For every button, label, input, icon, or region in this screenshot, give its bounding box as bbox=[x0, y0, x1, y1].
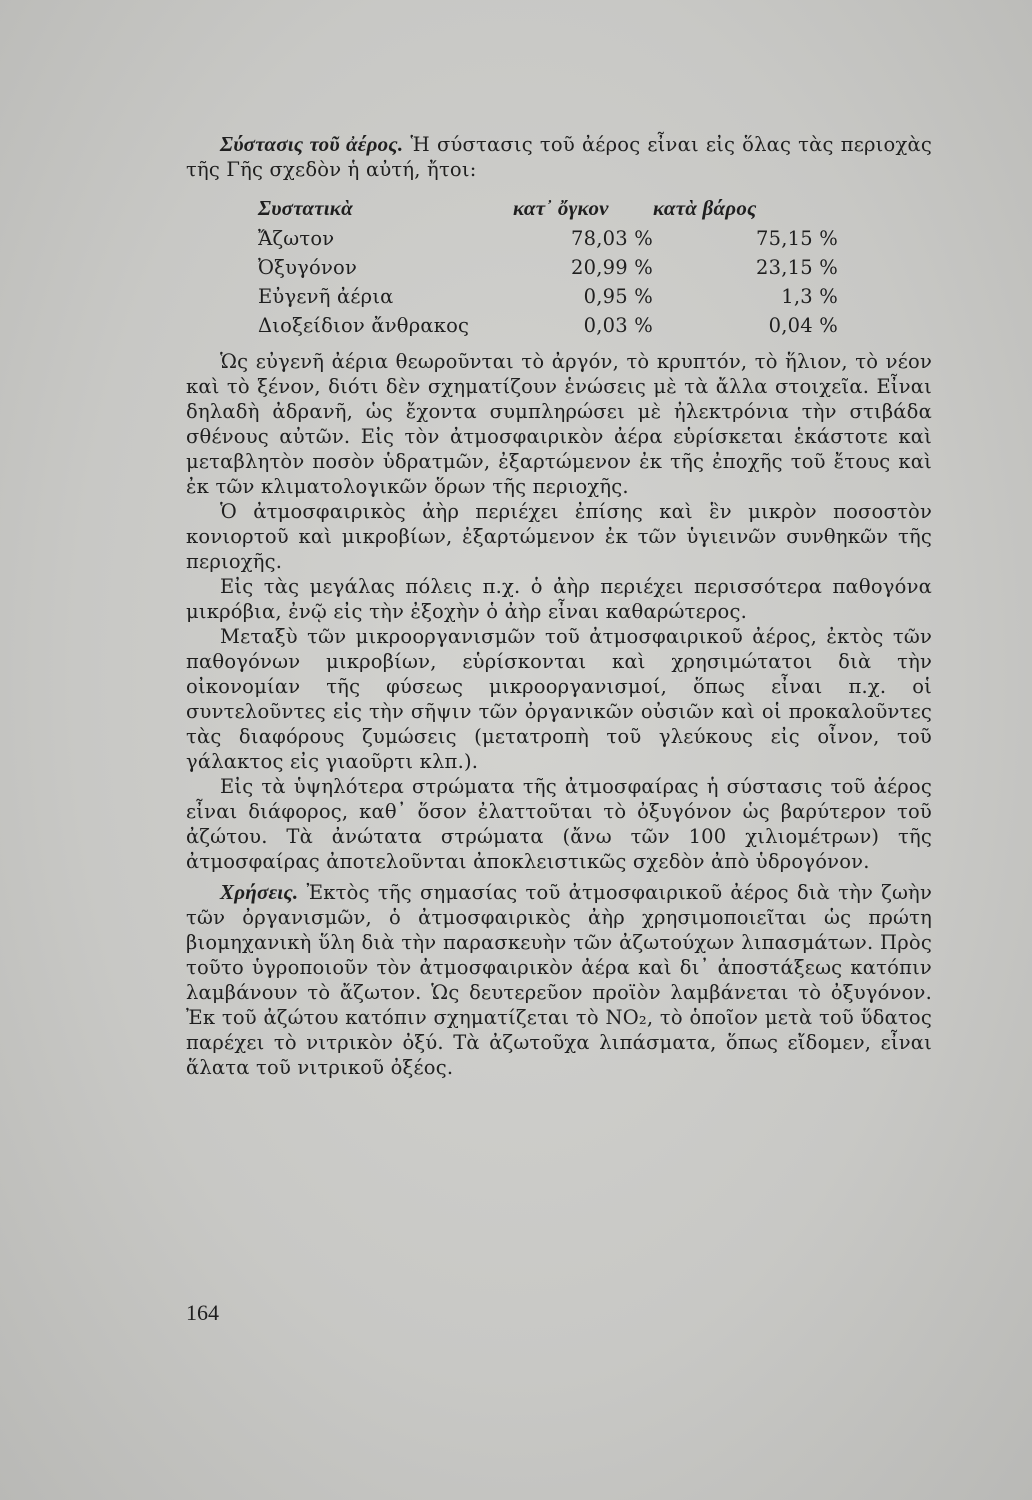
section-heading-uses: Χρήσεις. bbox=[220, 880, 299, 904]
paragraph-upper-atmosphere: Εἰς τὰ ὑψηλότερα στρώματα τῆς ἀτμοσφαίρας ἡ σύστασις τοῦ ἀέρος εἶναι διάφορος, καθ᾽ ὅσον ἐλαττοῦται τὸ ὀξυγόνον ὡς βαρύτερον τοῦ ἀζώτου. Τὰ ἀνώτατα στρώματα (ἄνω τῶν 100 χιλιομέτρων) τῆς ἀτμοσφαίρας ἀποτελοῦνται ἀποκλειστικῶς σχεδὸν ἀπὸ ὑδρογόνον. bbox=[186, 775, 932, 873]
column-header-components: Συστατικὰ bbox=[258, 196, 353, 220]
composition-intro: Ἡ σύστασις τοῦ ἀέρος εἶναι εἰς ὅλας τὰς περιοχὰς τῆς Γῆς σχεδὸν ἡ αὐτή, ἤτοι: bbox=[186, 133, 932, 181]
table-row bbox=[258, 312, 838, 341]
air-composition-table bbox=[258, 196, 838, 341]
page-number: 164 bbox=[186, 1300, 219, 1325]
page-text-block bbox=[186, 132, 932, 1080]
table-row bbox=[258, 283, 838, 312]
table-row bbox=[258, 254, 838, 283]
uses-body: Ἐκτὸς τῆς σημασίας τοῦ ἀτμοσφαιρικοῦ ἀέρος διὰ τὴν ζωὴν τῶν ὀργανισμῶν, ὁ ἀτμοσφαιρικὸς ἀὴρ χρησιμοποιεῖται ὡς πρώτη βιομηχανικὴ ὕλη διὰ τὴν παρασκευὴν τῶν ἀζωτούχων λιπασμάτων. Πρὸς τοῦτο ὑγροποιοῦν τὸν ἀτμοσφαιρικὸν ἀέρα καὶ δι᾽ ἀποστάξεως κατόπιν λαμβάνουν τὸ ἄζωτον. Ὡς δευτερεῦον προϊὸν λαμβάνεται τὸ ὀξυγόνον. Ἐκ τοῦ ἀζώτου κατόπιν σχηματίζεται τὸ NO₂, τὸ ὁποῖον μετὰ τοῦ ὕδατος παρέχει τὸ νιτρικὸν ὀξύ. Τὰ ἀζωτοῦχα λιπάσματα, ὅπως εἴδομεν, εἶναι ἅλατα τοῦ νιτρικοῦ ὀξέος. bbox=[186, 881, 932, 1079]
paragraph-cities: Εἰς τὰς μεγάλας πόλεις π.χ. ὁ ἀὴρ περιέχει περισσότερα παθογόνα μικρόβια, ἐνῷ εἰς τὴν ἐξοχὴν ὁ ἀὴρ εἶναι καθαρώτερος. bbox=[186, 575, 932, 623]
volume-percent: 20,99 % bbox=[571, 256, 653, 279]
component-name: Διοξείδιον ἄνθρακος bbox=[258, 314, 470, 337]
paragraph-microorganisms: Μεταξὺ τῶν μικροοργανισμῶν τοῦ ἀτμοσφαιρικοῦ ἀέρος, ἐκτὸς τῶν παθογόνων μικροβίων, εὑρίσκονται καὶ χρησιμώτατοι διὰ τὴν οἰκονομίαν τῆς φύσεως μικροοργανισμοί, ὅπως εἶναι π.χ. οἱ συντελοῦντες εἰς τὴν σῆψιν τῶν ὀργανικῶν οὐσιῶν καὶ οἱ προκαλοῦντες τὰς διαφόρους ζυμώσεις (μετατροπὴ τοῦ γλεύκους εἰς οἶνον, τοῦ γάλακτος εἰς γιαοῦρτι κλπ.). bbox=[186, 625, 932, 773]
section-heading-composition: Σύστασις τοῦ ἀέρος. bbox=[220, 132, 404, 156]
volume-percent: 78,03 % bbox=[571, 227, 653, 250]
paragraph-noble-gases: Ὡς εὐγενῆ ἀέρια θεωροῦνται τὸ ἀργόν, τὸ κρυπτόν, τὸ ἥλιον, τὸ νέον καὶ τὸ ξένον, διότι δὲν σχηματίζουν ἑνώσεις μὲ τὰ ἄλλα στοιχεῖα. Εἶναι δηλαδὴ ἀδρανῆ, ὡς ἔχοντα συμπληρώσει μὲ ἠλεκτρόνια τὴν στιβάδα σθένους αὐτῶν. Εἰς τὸν ἀτμοσφαιρικὸν ἀέρα εὑρίσκεται ἑκάστοτε καὶ μεταβλητὸν ποσὸν ὑδρατμῶν, ἐξαρτώμενον ἐκ τῆς ἐποχῆς τοῦ ἔτους καὶ ἐκ τῶν κλιματολογικῶν ὅρων τῆς περιοχῆς. bbox=[186, 350, 932, 498]
section-composition bbox=[186, 132, 932, 182]
weight-percent: 23,15 % bbox=[756, 256, 838, 279]
component-name: Εὐγενῆ ἀέρια bbox=[258, 285, 394, 308]
weight-percent: 75,15 % bbox=[756, 227, 838, 250]
component-name: Ὀξυγόνον bbox=[258, 256, 358, 279]
weight-percent: 1,3 % bbox=[781, 285, 838, 308]
table-row bbox=[258, 225, 838, 254]
component-name: Ἄζωτον bbox=[258, 227, 335, 250]
column-header-by-volume: κατ᾽ ὄγκον bbox=[513, 196, 609, 220]
column-header-by-weight: κατὰ βάρος bbox=[653, 196, 757, 220]
volume-percent: 0,95 % bbox=[583, 285, 653, 308]
paragraph-dust-microbes: Ὁ ἀτμοσφαιρικὸς ἀὴρ περιέχει ἐπίσης καὶ ἓν μικρὸν ποσοστὸν κονιορτοῦ καὶ μικροβίων, ἐξαρτώμενον ἐκ τῶν ὑγιεινῶν συνθηκῶν τῆς περιοχῆς. bbox=[186, 500, 932, 573]
table-header-row bbox=[258, 196, 838, 225]
weight-percent: 0,04 % bbox=[768, 314, 838, 337]
volume-percent: 0,03 % bbox=[583, 314, 653, 337]
section-uses bbox=[186, 880, 932, 1080]
